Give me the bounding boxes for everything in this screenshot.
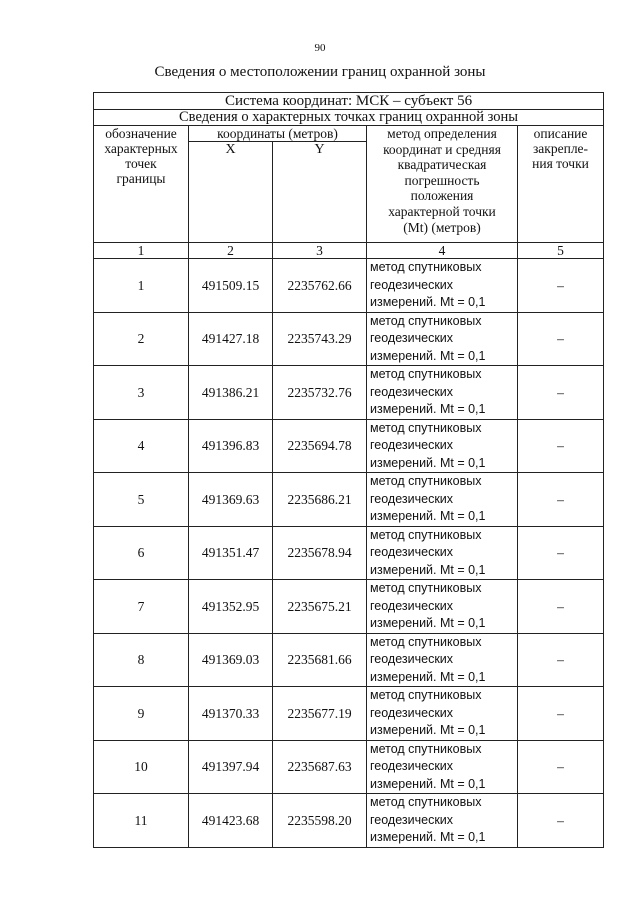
- method-line: метод спутниковых: [370, 260, 482, 274]
- point-description: –: [518, 259, 604, 313]
- method-line: метод спутниковых: [370, 474, 482, 488]
- point-description: –: [518, 312, 604, 366]
- header-row: [94, 126, 604, 142]
- table-row: [94, 580, 604, 634]
- column-number: 4: [367, 243, 518, 259]
- method-line: метод спутниковых: [370, 795, 482, 809]
- method-line: метод спутниковых: [370, 741, 482, 756]
- point-number: 1: [94, 259, 189, 313]
- coordinate-x: 491509.15: [189, 259, 273, 313]
- method-cell: [367, 740, 518, 794]
- header-method: [367, 126, 518, 243]
- coordinate-x: 491397.94: [189, 740, 273, 794]
- method-line: метод спутниковых: [370, 688, 482, 702]
- header-line: метод определения: [387, 126, 497, 141]
- coordinate-y: 2235743.29: [273, 312, 367, 366]
- page-number: 90: [314, 42, 326, 54]
- coordinate-x: 491423.68: [189, 794, 273, 848]
- method-line: измерений. Mt = 0,1: [370, 562, 486, 577]
- column-number-row: [94, 243, 604, 259]
- coordinate-x: 491370.33: [189, 687, 273, 741]
- header-designation: [94, 126, 189, 243]
- point-number: 6: [94, 526, 189, 580]
- table-row: [94, 526, 604, 580]
- column-number: 5: [518, 243, 604, 259]
- method-line: геодезических: [370, 812, 454, 827]
- method-line: измерений. Mt = 0,1: [370, 509, 486, 523]
- method-line: метод спутниковых: [370, 634, 482, 649]
- method-line: геодезических: [370, 705, 454, 720]
- coordinate-y: 2235694.78: [273, 419, 367, 473]
- coordinate-y: 2235678.94: [273, 526, 367, 580]
- method-line: измерений. Mt = 0,1: [370, 455, 486, 470]
- coordinate-y: 2235598.20: [273, 794, 367, 848]
- point-number: 10: [94, 740, 189, 794]
- header-line: характерной точки: [388, 203, 496, 219]
- method-line: геодезических: [370, 331, 454, 345]
- table-row: [94, 794, 604, 848]
- header-line: характерных: [104, 141, 178, 156]
- point-number: 7: [94, 580, 189, 634]
- point-number: 2: [94, 312, 189, 366]
- method-line: метод спутниковых: [370, 527, 482, 542]
- method-line: геодезических: [370, 277, 454, 292]
- point-number: 9: [94, 687, 189, 741]
- method-line: метод спутниковых: [370, 313, 482, 328]
- coordinate-y: 2235675.21: [273, 580, 367, 634]
- header-description: [518, 126, 604, 243]
- header-line: координат и средняя: [383, 141, 501, 157]
- header-line: описание: [533, 126, 588, 141]
- coordinate-y: 2235677.19: [273, 687, 367, 741]
- coordinate-x: 491369.63: [189, 473, 273, 527]
- method-line: геодезических: [370, 652, 454, 666]
- method-line: геодезических: [370, 545, 454, 559]
- method-cell: [367, 526, 518, 580]
- coordinate-system-cell: Система координат: МСК – субъект 56: [94, 93, 604, 110]
- method-cell: [367, 366, 518, 420]
- point-number: 5: [94, 473, 189, 527]
- point-number: 8: [94, 633, 189, 687]
- header-x: X: [189, 142, 273, 243]
- point-number: 4: [94, 419, 189, 473]
- header-line: границы: [116, 171, 166, 186]
- method-line: геодезических: [370, 384, 454, 399]
- point-description: –: [518, 687, 604, 741]
- method-line: измерений. Mt = 0,1: [370, 348, 486, 363]
- point-description: –: [518, 419, 604, 473]
- method-line: измерений. Mt = 0,1: [370, 776, 486, 791]
- coordinate-x: 491427.18: [189, 312, 273, 366]
- method-line: геодезических: [370, 491, 454, 506]
- method-cell: [367, 312, 518, 366]
- method-line: измерений. Mt = 0,1: [370, 830, 486, 844]
- table-row: [94, 259, 604, 313]
- column-number: 3: [273, 243, 367, 259]
- header-line: закрепле-: [532, 141, 589, 156]
- table-row: [94, 312, 604, 366]
- table-row: [94, 740, 604, 794]
- table-row: [94, 473, 604, 527]
- method-cell: [367, 259, 518, 313]
- header-line: точек: [125, 156, 157, 171]
- coordinate-x: 491351.47: [189, 526, 273, 580]
- point-description: –: [518, 366, 604, 420]
- header-coordinates: координаты (метров): [189, 126, 367, 142]
- coordinate-x: 491396.83: [189, 419, 273, 473]
- method-cell: [367, 794, 518, 848]
- header-line: ния точки: [532, 156, 589, 171]
- point-number: 3: [94, 366, 189, 420]
- coordinate-y: 2235686.21: [273, 473, 367, 527]
- method-line: метод спутниковых: [370, 581, 482, 595]
- coordinate-x: 491352.95: [189, 580, 273, 634]
- coordinate-y: 2235687.63: [273, 740, 367, 794]
- coordinate-system-row: [94, 93, 604, 110]
- point-description: –: [518, 740, 604, 794]
- method-cell: [367, 687, 518, 741]
- header-line: (Mt) (метров): [403, 219, 481, 235]
- method-cell: [367, 633, 518, 687]
- header-line: обозначение: [105, 126, 177, 141]
- coordinate-y: 2235762.66: [273, 259, 367, 313]
- method-cell: [367, 419, 518, 473]
- method-line: геодезических: [370, 438, 454, 452]
- coordinate-x: 491369.03: [189, 633, 273, 687]
- point-description: –: [518, 473, 604, 527]
- table-row: [94, 687, 604, 741]
- column-number: 2: [189, 243, 273, 259]
- table-row: [94, 633, 604, 687]
- section-title-row: [94, 110, 604, 126]
- coordinate-y: 2235732.76: [273, 366, 367, 420]
- header-y: Y: [273, 142, 367, 243]
- header-line: погрешность: [404, 172, 480, 188]
- point-description: –: [518, 580, 604, 634]
- table-row: [94, 366, 604, 420]
- method-line: метод спутниковых: [370, 420, 482, 435]
- method-cell: [367, 473, 518, 527]
- method-line: измерений. Mt = 0,1: [370, 669, 486, 684]
- page-title: Сведения о местоположении границ охранной зоны: [154, 64, 486, 80]
- header-line: положения: [410, 188, 474, 204]
- method-line: измерений. Mt = 0,1: [370, 723, 486, 737]
- coordinate-x: 491386.21: [189, 366, 273, 420]
- column-number: 1: [94, 243, 189, 259]
- method-line: метод спутниковых: [370, 367, 482, 381]
- point-description: –: [518, 526, 604, 580]
- section-title-cell: Сведения о характерных точках границ охранной зоны: [94, 110, 604, 126]
- table-row: [94, 419, 604, 473]
- method-line: измерений. Mt = 0,1: [370, 402, 486, 416]
- method-line: геодезических: [370, 759, 454, 773]
- method-cell: [367, 580, 518, 634]
- boundary-points-table: [93, 92, 604, 848]
- header-line: квадратическая: [397, 157, 487, 173]
- method-line: измерений. Mt = 0,1: [370, 616, 486, 630]
- method-line: геодезических: [370, 598, 454, 613]
- point-description: –: [518, 633, 604, 687]
- coordinate-y: 2235681.66: [273, 633, 367, 687]
- method-line: измерений. Mt = 0,1: [370, 295, 486, 309]
- point-number: 11: [94, 794, 189, 848]
- point-description: –: [518, 794, 604, 848]
